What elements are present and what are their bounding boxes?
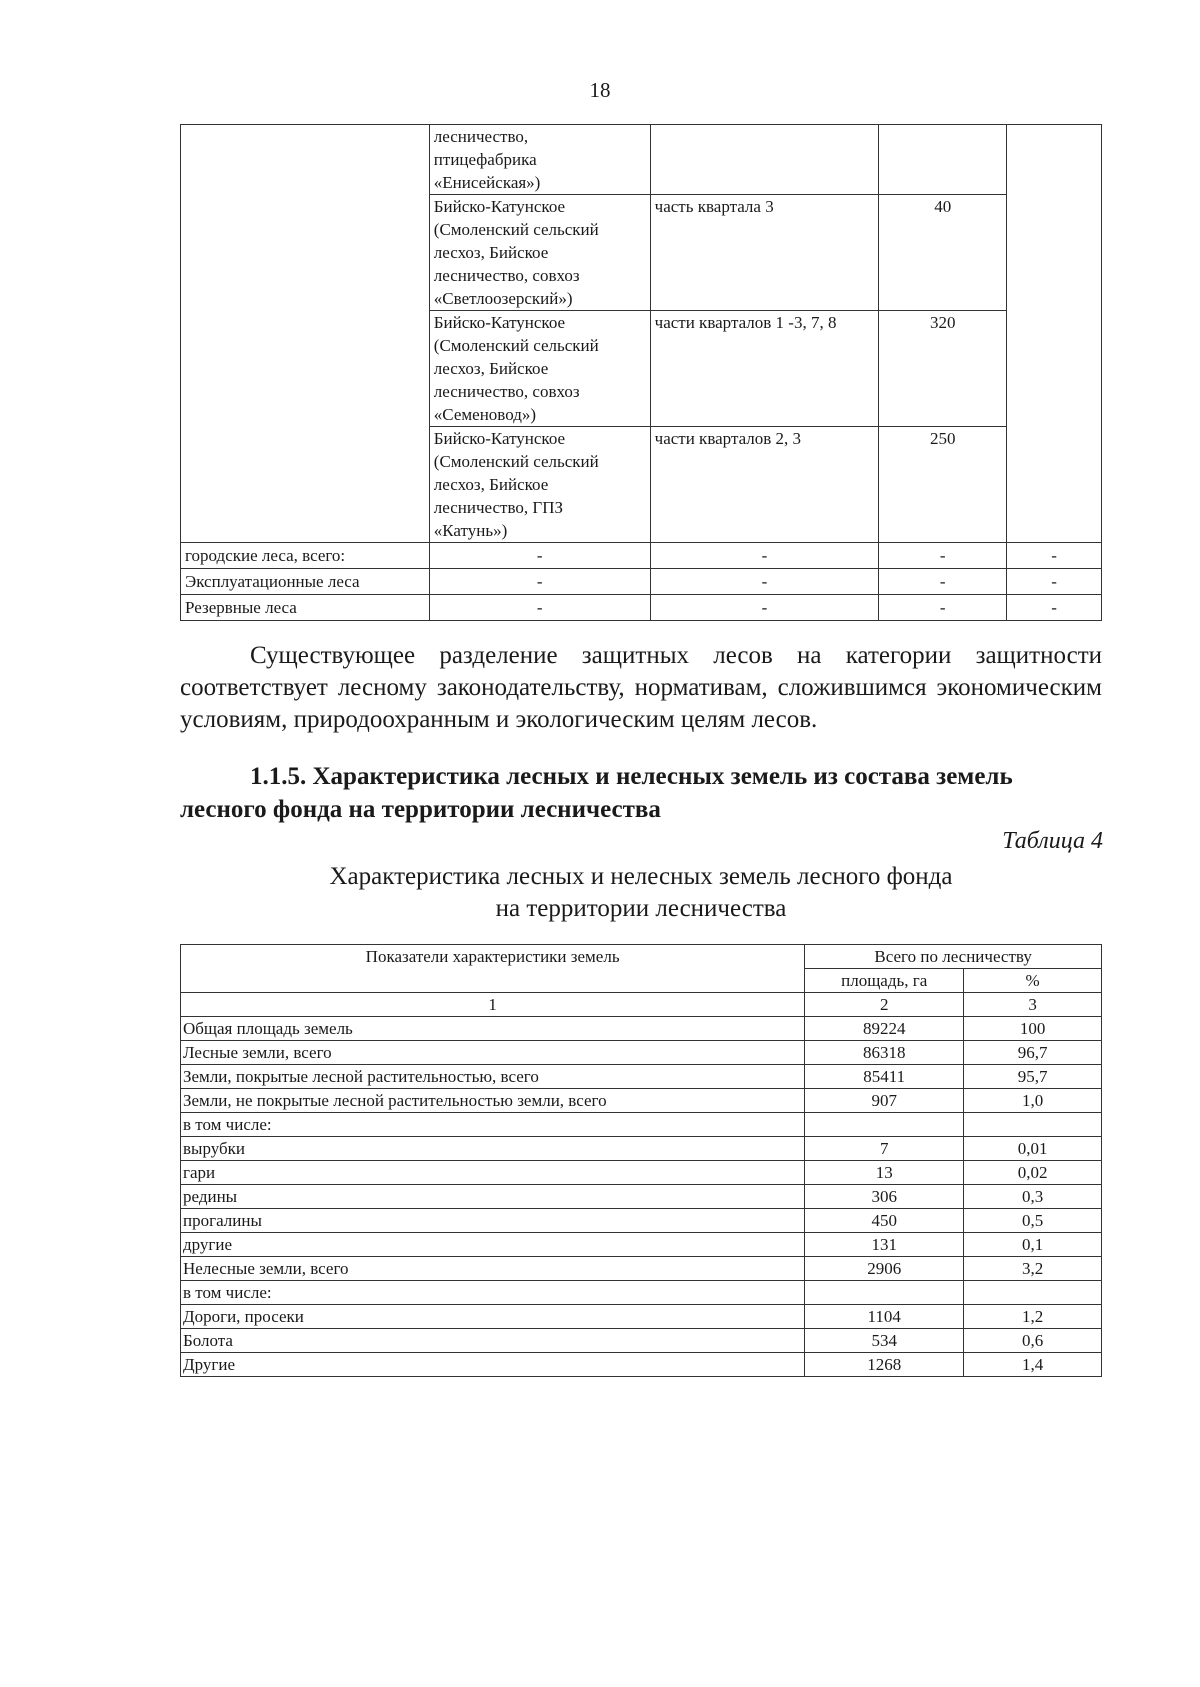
- percent-cell: 3,2: [964, 1257, 1102, 1281]
- indicator-cell: Земли, покрытые лесной растительностью, всего: [181, 1065, 805, 1089]
- percent-cell: 0,02: [964, 1161, 1102, 1185]
- area-cell: 1268: [805, 1353, 964, 1377]
- table-row: [181, 1257, 1102, 1281]
- summary-value: -: [1007, 569, 1102, 595]
- area-cell: [805, 1281, 964, 1305]
- summary-value: -: [650, 569, 879, 595]
- body-paragraph: Существующее разделение защитных лесов на категории защитности соответствует лесному законодательству, нормативам, сложившимся экономическим условиям, природоохранным и экологическим целям лесов.: [180, 642, 1102, 733]
- table-row: [181, 1353, 1102, 1377]
- percent-cell: 0,01: [964, 1137, 1102, 1161]
- area-cell: [805, 1113, 964, 1137]
- page-number: 18: [589, 78, 611, 102]
- table-row: [181, 1017, 1102, 1041]
- summary-row: [181, 595, 1102, 621]
- percent-cell: 96,7: [964, 1041, 1102, 1065]
- area-cell: 89224: [805, 1017, 964, 1041]
- indicator-cell: Болота: [181, 1329, 805, 1353]
- indicator-cell: Общая площадь земель: [181, 1017, 805, 1041]
- quarter-cell: часть квартала 3: [650, 195, 879, 311]
- indicator-cell: прогалины: [181, 1209, 805, 1233]
- percent-cell: 100: [964, 1017, 1102, 1041]
- table-row: [181, 1041, 1102, 1065]
- summary-row: [181, 569, 1102, 595]
- table-row: [181, 1329, 1102, 1353]
- area-cell: 907: [805, 1089, 964, 1113]
- forestry-cell: Бийско-Катунское (Смоленский сельский лесхоз, Бийское лесничество, ГПЗ «Катунь»): [429, 427, 650, 543]
- table-row: [181, 1161, 1102, 1185]
- summary-value: -: [879, 543, 1007, 569]
- percent-cell: 0,3: [964, 1185, 1102, 1209]
- area-cell: 13: [805, 1161, 964, 1185]
- indicator-cell: другие: [181, 1233, 805, 1257]
- percent-cell: 1,0: [964, 1089, 1102, 1113]
- percent-cell: 0,5: [964, 1209, 1102, 1233]
- section-heading: 1.1.5. Характеристика лесных и нелесных земель из состава земель лесного фонда на территории лесничества: [180, 763, 1013, 823]
- table-caption: Характеристика лесных и нелесных земель лесного фонда на территории лесничества: [329, 863, 953, 922]
- indicator-cell: Другие: [181, 1353, 805, 1377]
- summary-value: -: [650, 543, 879, 569]
- summary-value: -: [429, 569, 650, 595]
- table-row: [181, 1065, 1102, 1089]
- summary-value: -: [1007, 543, 1102, 569]
- last-cell: [1007, 125, 1102, 543]
- percent-cell: 0,1: [964, 1233, 1102, 1257]
- summary-label: городские леса, всего:: [181, 543, 430, 569]
- percent-cell: 95,7: [964, 1065, 1102, 1089]
- indicator-cell: редины: [181, 1185, 805, 1209]
- summary-value: -: [879, 595, 1007, 621]
- area-cell: 85411: [805, 1065, 964, 1089]
- indicator-cell: Дороги, просеки: [181, 1305, 805, 1329]
- percent-cell: 0,6: [964, 1329, 1102, 1353]
- protective-forests-table: [180, 124, 1102, 621]
- percent-cell: 1,4: [964, 1353, 1102, 1377]
- percent-cell: [964, 1281, 1102, 1305]
- area-cell: [879, 125, 1007, 195]
- indicator-cell: в том числе:: [181, 1281, 805, 1305]
- column-number: 1: [181, 993, 805, 1017]
- table-row: [181, 1089, 1102, 1113]
- quarter-cell: части кварталов 1 -3, 7, 8: [650, 311, 879, 427]
- table-header-row: [181, 945, 1102, 969]
- category-cell: [181, 125, 430, 543]
- area-cell: 320: [879, 311, 1007, 427]
- summary-value: -: [429, 543, 650, 569]
- header-area: площадь, га: [805, 969, 964, 993]
- indicator-cell: Нелесные земли, всего: [181, 1257, 805, 1281]
- forestry-cell: лесничество, птицефабрика «Енисейская»): [429, 125, 650, 195]
- percent-cell: [964, 1113, 1102, 1137]
- quarter-cell: части кварталов 2, 3: [650, 427, 879, 543]
- table-row: [181, 1305, 1102, 1329]
- table-row: [181, 1137, 1102, 1161]
- table-row: [181, 1185, 1102, 1209]
- area-cell: 534: [805, 1329, 964, 1353]
- area-cell: 2906: [805, 1257, 964, 1281]
- summary-value: -: [429, 595, 650, 621]
- summary-label: Эксплуатационные леса: [181, 569, 430, 595]
- indicator-cell: вырубки: [181, 1137, 805, 1161]
- indicator-cell: Лесные земли, всего: [181, 1041, 805, 1065]
- summary-value: -: [650, 595, 879, 621]
- indicator-cell: гари: [181, 1161, 805, 1185]
- area-cell: 40: [879, 195, 1007, 311]
- area-cell: 7: [805, 1137, 964, 1161]
- column-number: 2: [805, 993, 964, 1017]
- column-number: 3: [964, 993, 1102, 1017]
- indicator-cell: в том числе:: [181, 1113, 805, 1137]
- area-cell: 1104: [805, 1305, 964, 1329]
- table-row: [181, 1233, 1102, 1257]
- table-label: Таблица 4: [1002, 828, 1103, 854]
- summary-row: [181, 543, 1102, 569]
- area-cell: 250: [879, 427, 1007, 543]
- quarter-cell: [650, 125, 879, 195]
- summary-value: -: [879, 569, 1007, 595]
- area-cell: 450: [805, 1209, 964, 1233]
- summary-label: Резервные леса: [181, 595, 430, 621]
- land-characteristics-table: [180, 944, 1102, 1377]
- header-percent: %: [964, 969, 1102, 993]
- table-row: [181, 1113, 1102, 1137]
- area-cell: 86318: [805, 1041, 964, 1065]
- summary-value: -: [1007, 595, 1102, 621]
- forestry-cell: Бийско-Катунское (Смоленский сельский лесхоз, Бийское лесничество, совхоз «Светлоозерский»): [429, 195, 650, 311]
- area-cell: 306: [805, 1185, 964, 1209]
- header-total: Всего по лесничеству: [805, 945, 1102, 969]
- percent-cell: 1,2: [964, 1305, 1102, 1329]
- table-row: [181, 1209, 1102, 1233]
- indicator-cell: Земли, не покрытые лесной растительностью земли, всего: [181, 1089, 805, 1113]
- forestry-cell: Бийско-Катунское (Смоленский сельский лесхоз, Бийское лесничество, совхоз «Семеновод»): [429, 311, 650, 427]
- table-row: [181, 1281, 1102, 1305]
- area-cell: 131: [805, 1233, 964, 1257]
- table-row: [181, 125, 1102, 195]
- header-indicator: Показатели характеристики земель: [181, 945, 805, 993]
- column-number-row: [181, 993, 1102, 1017]
